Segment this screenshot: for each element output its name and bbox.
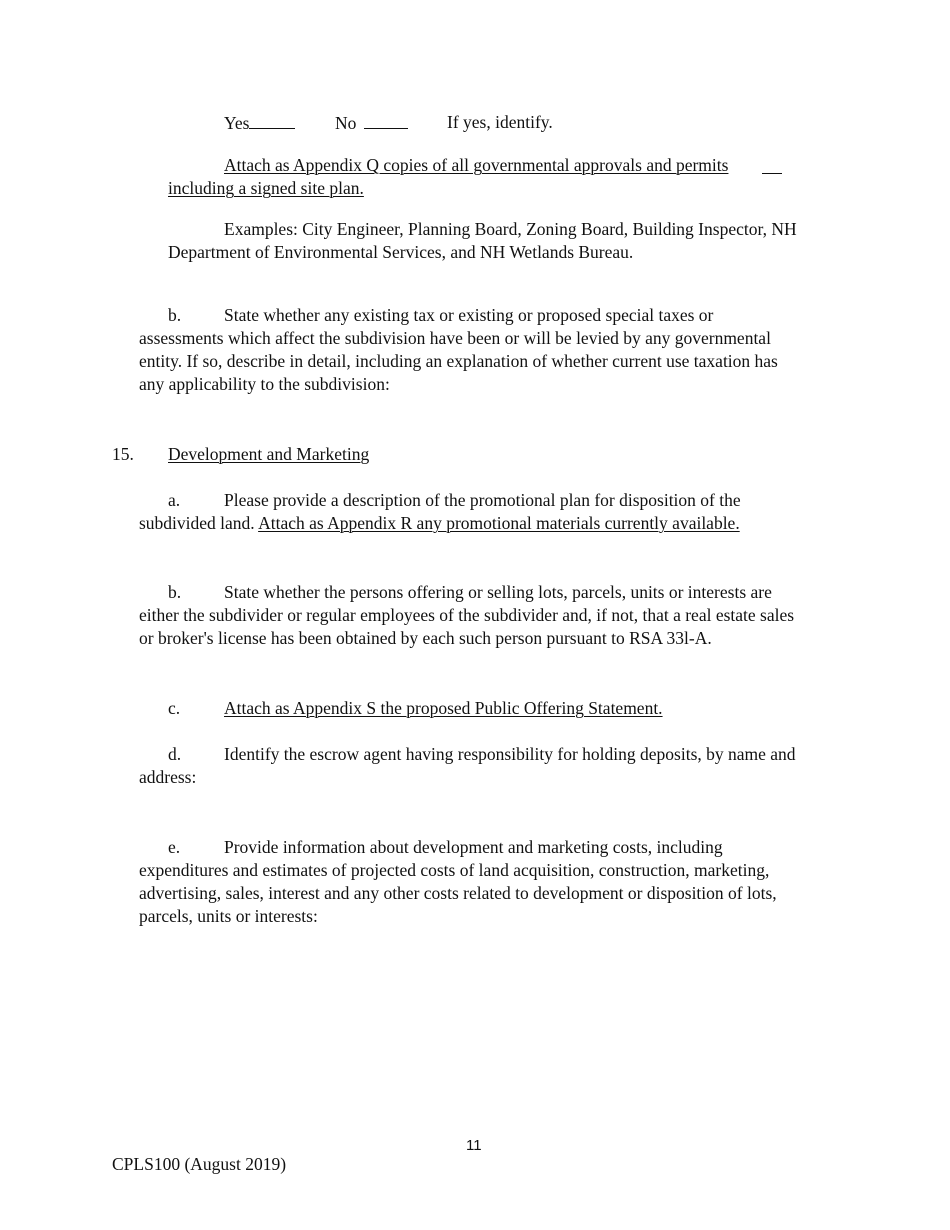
if-yes-text: If yes, identify. [447, 112, 553, 132]
item-d-line1: Identify the escrow agent having responsibility for holding deposits, by name and [224, 744, 796, 764]
item-c-label: c. [168, 698, 181, 718]
item-e-line4: parcels, units or interests: [139, 906, 318, 926]
item-e-line2: expenditures and estimates of projected costs of land acquisition, construction, marketing, [139, 860, 770, 880]
no-label: No [335, 113, 357, 133]
item-e-line1: Provide information about development and marketing costs, including [224, 837, 723, 857]
item-a-label: a. [168, 490, 181, 510]
item-e-line3: advertising, sales, interest and any other costs related to development or disposition of lots, [139, 883, 777, 903]
appendix-q-line1-trail [762, 173, 782, 174]
form-id: CPLS100 (August 2019) [112, 1154, 287, 1174]
yes-no-line [224, 111, 295, 135]
no-line [335, 111, 408, 135]
item-14b-line3: entity. If so, describe in detail, including an explanation of whether current use taxation has [139, 351, 778, 371]
item-d-line2: address: [139, 767, 197, 787]
item-14b-line2: assessments which affect the subdivision have been or will be levied by any governmental [139, 328, 771, 348]
item-a-appendix-r: Attach as Appendix R any promotional materials currently available. [258, 513, 740, 533]
item-b-label: b. [168, 582, 182, 602]
item-b-line3: or broker's license has been obtained by each such person pursuant to RSA 33l-A. [139, 628, 712, 648]
no-blank[interactable] [364, 111, 408, 129]
item-e-label: e. [168, 837, 181, 857]
item-14b-label: b. [168, 305, 182, 325]
item-d-label: d. [168, 744, 182, 764]
item-a-line2 [139, 512, 740, 535]
item-c-text: Attach as Appendix S the proposed Public Offering Statement. [224, 698, 663, 718]
section-15-title: Development and Marketing [168, 444, 370, 464]
item-a-line1: Please provide a description of the promotional plan for disposition of the [224, 490, 741, 510]
item-14b-line1: State whether any existing tax or existing or proposed special taxes or [224, 305, 714, 325]
page-number: 11 [466, 1137, 482, 1154]
section-15-number: 15. [112, 444, 134, 464]
appendix-q-line2: including a signed site plan. [168, 178, 364, 198]
examples-line2: Department of Environmental Services, and NH Wetlands Bureau. [168, 242, 634, 262]
yes-label: Yes [224, 113, 250, 133]
yes-blank[interactable] [249, 111, 295, 129]
appendix-q-line1: Attach as Appendix Q copies of all governmental approvals and permits [224, 155, 729, 175]
item-14b-line4: any applicability to the subdivision: [139, 374, 390, 394]
item-b-line2: either the subdivider or regular employees of the subdivider and, if not, that a real estate sales [139, 605, 795, 625]
item-b-line1: State whether the persons offering or selling lots, parcels, units or interests are [224, 582, 772, 602]
item-a-line2-plain: subdivided land. [139, 513, 255, 533]
examples-line1: Examples: City Engineer, Planning Board, Zoning Board, Building Inspector, NH [224, 219, 797, 239]
